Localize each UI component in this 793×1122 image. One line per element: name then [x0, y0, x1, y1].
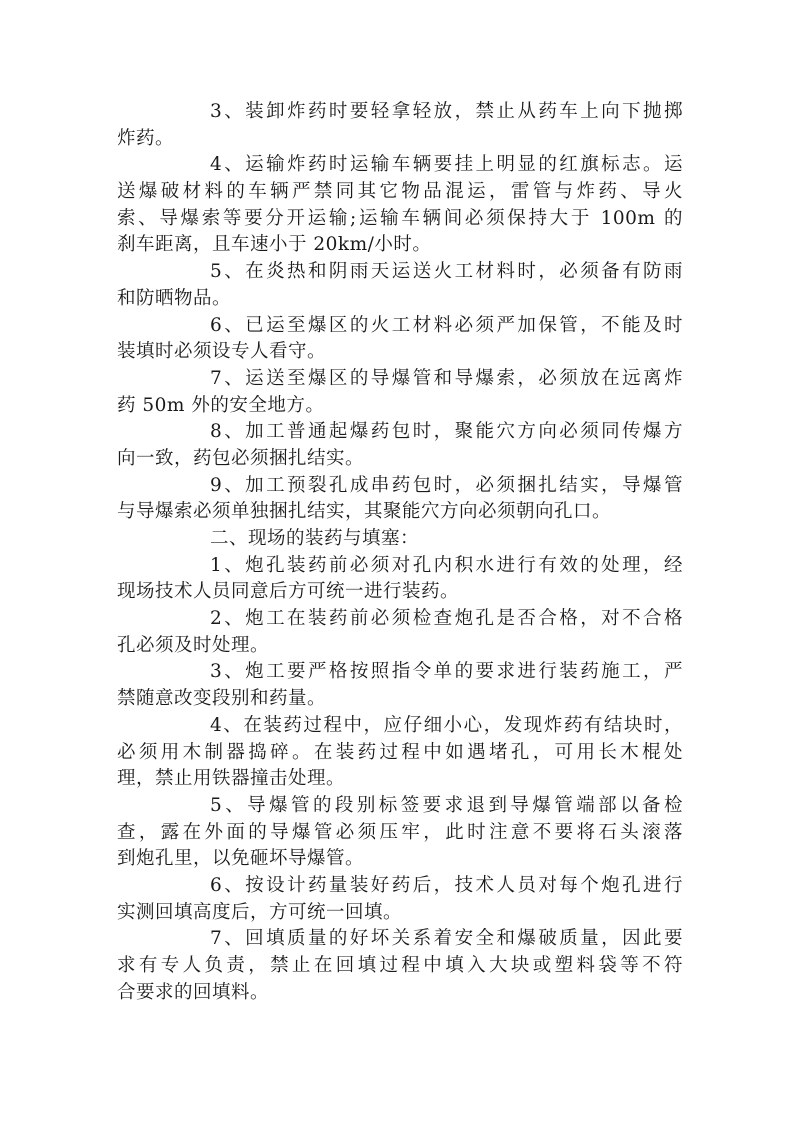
text-line: 5、在炎热和阴雨天运送火工材料时，必须备有防雨 — [210, 261, 683, 283]
text-line: 8、加工普通起爆药包时，聚能穴方向必须同传爆方 — [210, 421, 683, 443]
text-line: 4、运输炸药时运输车辆要挂上明显的红旗标志。运 — [210, 154, 683, 176]
text-line: 3、炮工要严格按照指令单的要求进行装药施工，严 — [210, 661, 683, 683]
text-line: 9、加工预裂孔成串药包时，必须捆扎结实，导爆管 — [210, 474, 683, 496]
text-line: 禁随意改变段别和药量。 — [117, 688, 327, 710]
text-line: 必须用木制器捣碎。在装药过程中如遇堵孔，可用长木棍处 — [117, 741, 683, 763]
text-line: 理，禁止用铁器撞击处理。 — [117, 768, 346, 790]
text-line: 刹车距离，且车速小于 20km/小时。 — [117, 234, 432, 256]
text-line: 查，露在外面的导爆管必须压牢，此时注意不要将石头滚落 — [117, 821, 683, 843]
text-line: 6、按设计药量装好药后，技术人员对每个炮孔进行 — [210, 874, 683, 896]
text-line: 实测回填高度后，方可统一回填。 — [117, 901, 403, 923]
text-line: 与导爆索必须单独捆扎结实，其聚能穴方向必须朝向孔口。 — [117, 501, 612, 523]
document-page — [117, 99, 683, 1006]
text-line: 孔必须及时处理。 — [117, 634, 270, 656]
text-line: 送爆破材料的车辆严禁同其它物品混运，雷管与炸药、导火 — [117, 181, 683, 203]
text-line: 装填时必须设专人看守。 — [117, 341, 327, 363]
text-line: 和防晒物品。 — [117, 287, 232, 309]
text-line: 合要求的回填料。 — [117, 981, 270, 1003]
text-line: 向一致，药包必须捆扎结实。 — [117, 447, 365, 469]
text-line: 7、回填质量的好坏关系着安全和爆破质量，因此要 — [210, 928, 683, 950]
text-line: 到炮孔里，以免砸坏导爆管。 — [117, 848, 365, 870]
text-line: 现场技术人员同意后方可统一进行装药。 — [117, 581, 460, 603]
text-line: 求有专人负责，禁止在回填过程中填入大块或塑料袋等不符 — [117, 955, 683, 976]
text-line: 6、已运至爆区的火工材料必须严加保管，不能及时 — [210, 314, 683, 336]
text-line: 索、导爆索等要分开运输;运输车辆间必须保持大于 100m 的 — [117, 207, 683, 229]
text-line: 1、炮孔装药前必须对孔内积水进行有效的处理，经 — [210, 554, 683, 576]
text-line: 3、装卸炸药时要轻拿轻放，禁止从药车上向下抛掷 — [210, 101, 683, 122]
text-line: 2、炮工在装药前必须检查炮孔是否合格，对不合格 — [210, 608, 683, 630]
text-line: 5、导爆管的段别标签要求退到导爆管端部以备检 — [210, 794, 683, 816]
text-line: 炸药。 — [117, 127, 175, 149]
text-line: 7、运送至爆区的导爆管和导爆索，必须放在远离炸 — [210, 367, 683, 389]
text-line: 4、在装药过程中，应仔细小心，发现炸药有结块时， — [210, 714, 683, 736]
text-line: 药 50m 外的安全地方。 — [117, 394, 325, 416]
text-line: 二、现场的装药与填塞： — [210, 528, 420, 549]
